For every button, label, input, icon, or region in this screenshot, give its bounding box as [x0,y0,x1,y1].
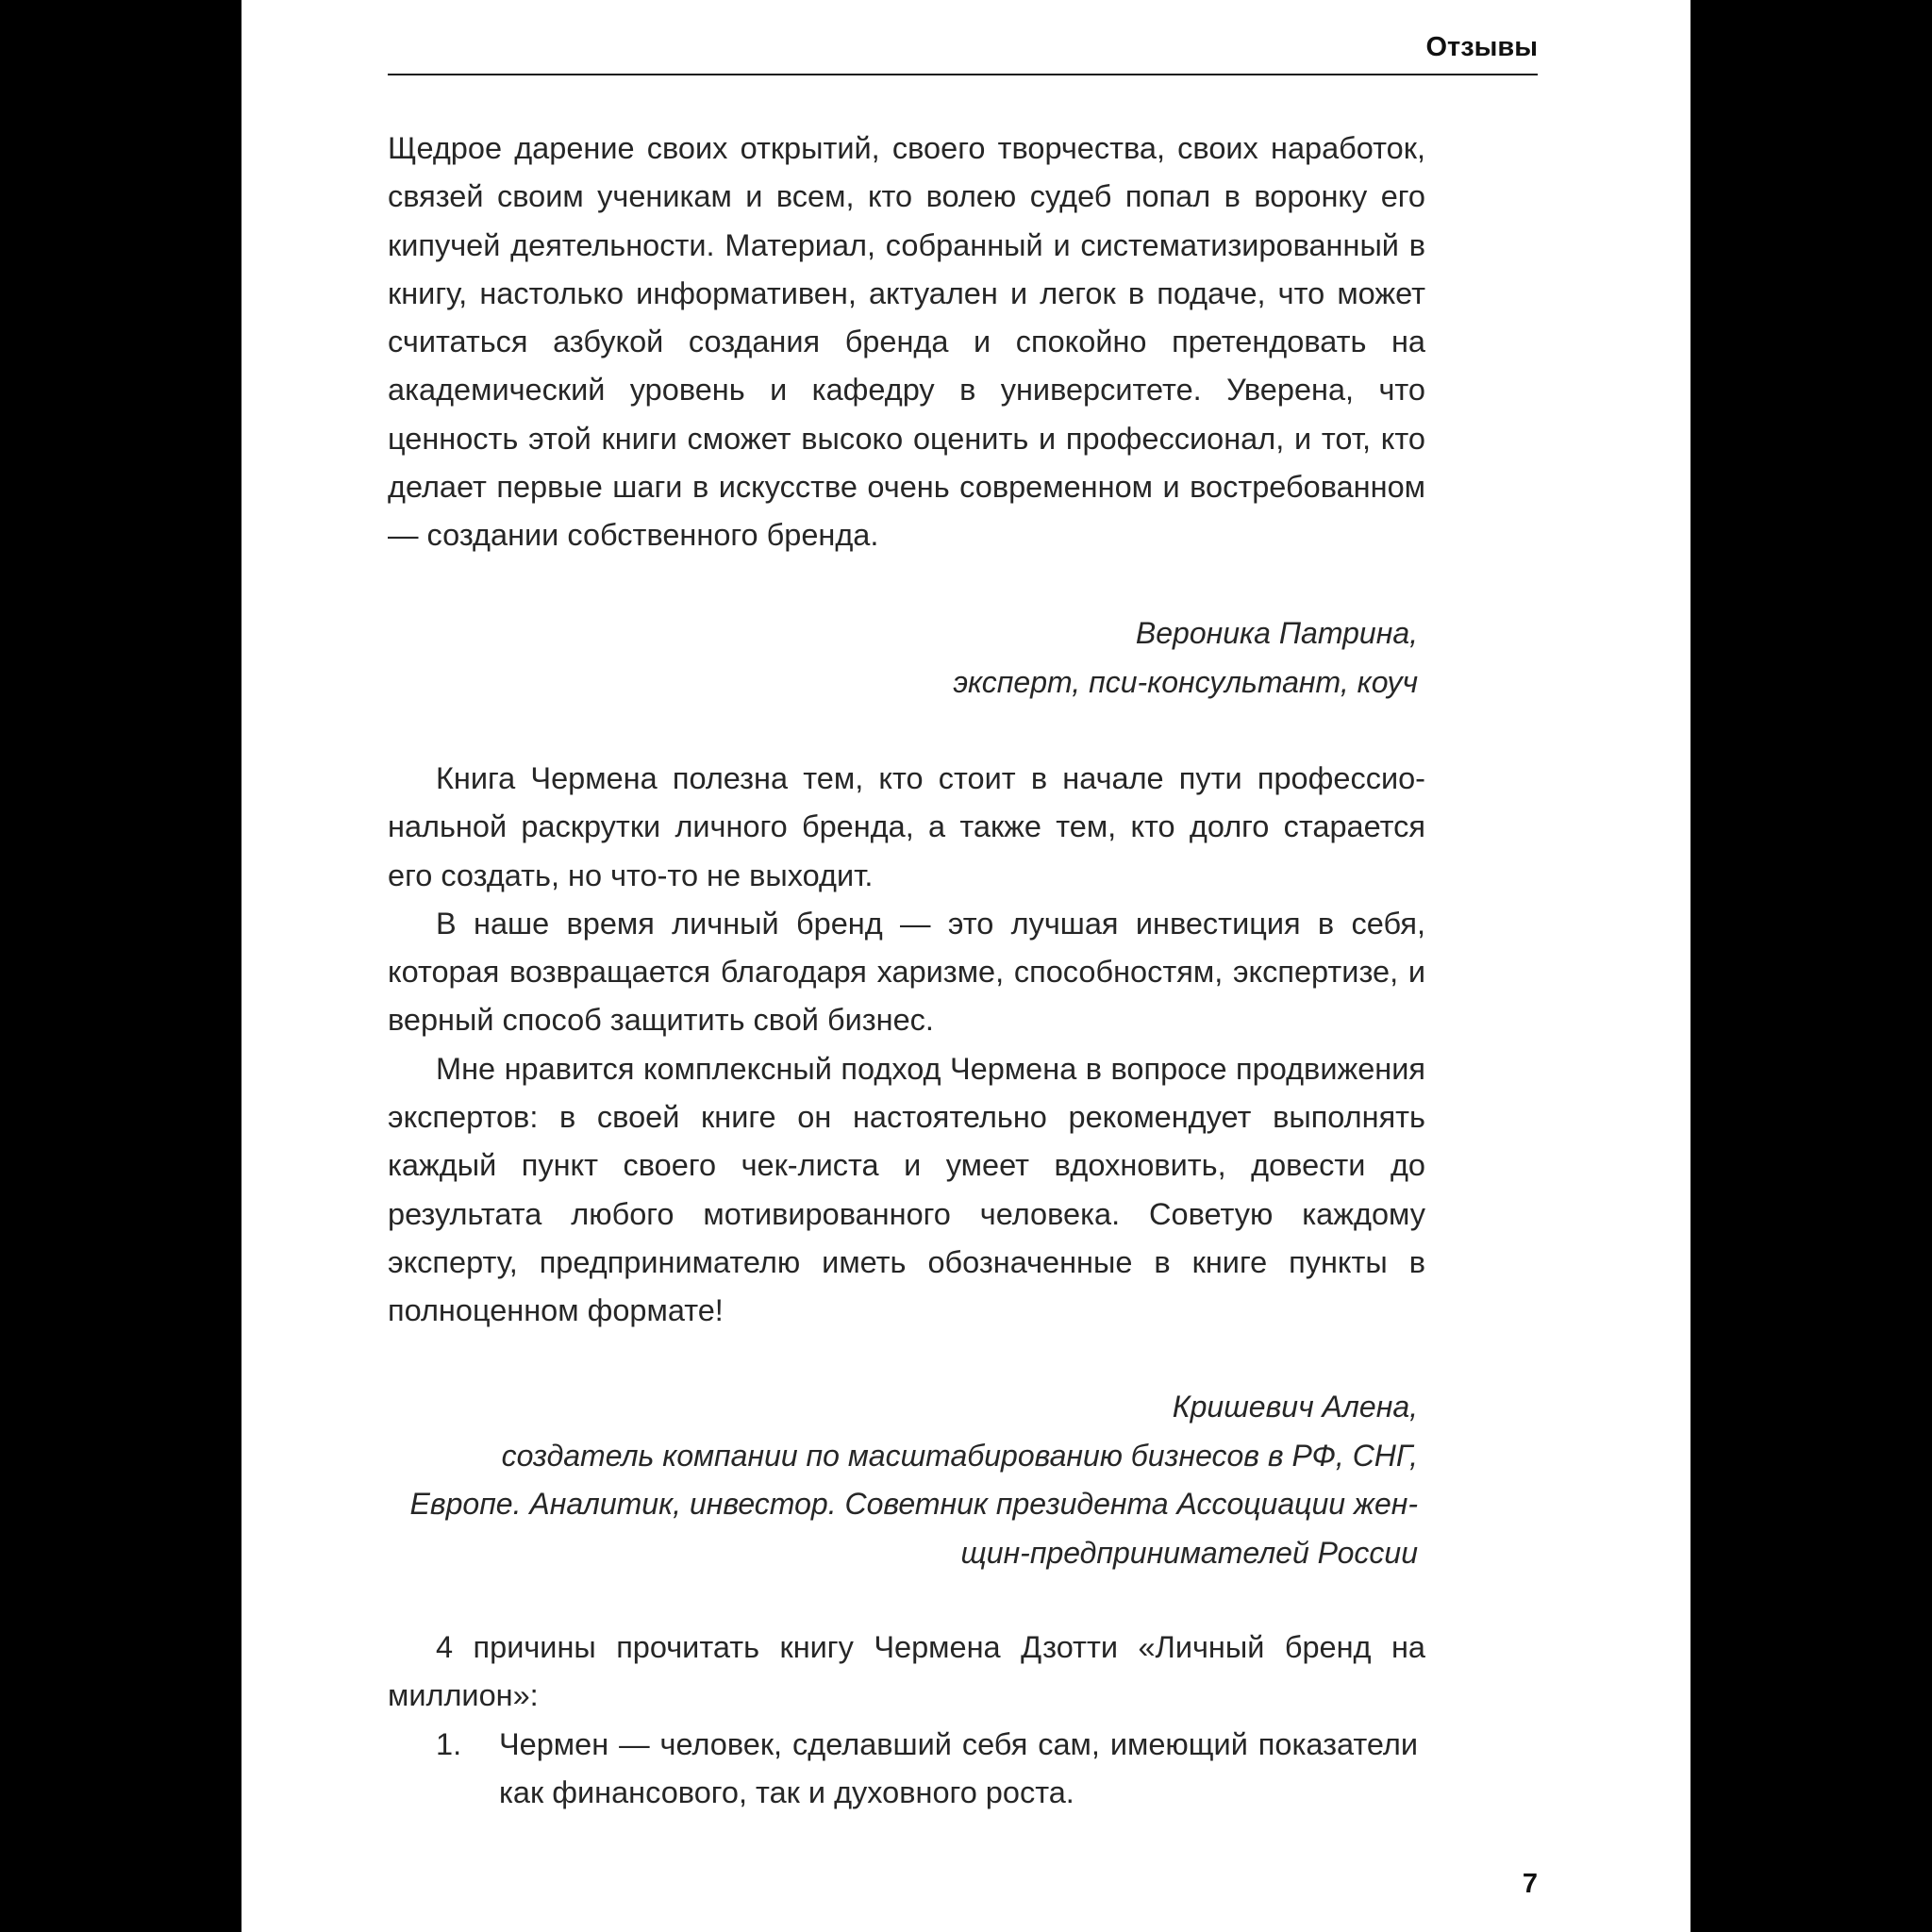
review-krishevich-paragraph-2: В наше время личный бренд — это лучшая инвестиция в себя, которая возвращается благодаря харизме, способностям, экспертизе, и верный способ защитить свой бизнес. [388,906,1425,1038]
review-patrina-text-block [388,125,1425,560]
review-krishevich-role-line-3: щин-предпринимателей России [960,1535,1418,1570]
list-item-text: Чермен — человек, сделавший себя сам, имеющий показатели как финансового, так и духовного роста. [499,1727,1418,1810]
review-krishevich-role-line-1: создатель компании по масштабированию бизнесов в РФ, СНГ, [501,1438,1418,1473]
review-krishevich-signature [388,1383,1418,1577]
review-krishevich-paragraph-3: Мне нравится комплексный подход Чермена в вопросе продвижения экспертов: в своей книге он настоятельно рекомендует выполнять каждый пункт своего чек-листа и умеет вдохновить, довести до результата любого мотивированного человека. Советую каждому эксперту, предпринимателю иметь обозначенные в книге пункты в полноценном формате! [388,1051,1425,1328]
review-krishevich-paragraph-1: Книга Чермена полезна тем, кто стоит в начале пути профессиональной раскрутки личного бренда, а также тем, кто долго старается его создать, но что-то не выходит. [388,761,1425,892]
review-reasons-intro-block [388,1624,1425,1721]
review-krishevich-text-block [388,755,1425,1336]
running-head [388,0,1538,75]
page-number: 7 [1522,1869,1538,1899]
review-reasons-intro: 4 причины прочитать книгу Чермена Дзотти «Личный бренд на миллион»: [388,1630,1425,1713]
review-patrina-role: эксперт, пси-консультант, коуч [953,664,1418,699]
review-krishevich-role-line-2: Европе. Аналитик, инвестор. Советник президента Ассоциации жен- [409,1487,1418,1521]
list-item-number: 1. [436,1727,462,1761]
review-patrina-signature [388,609,1418,707]
review-patrina-paragraph: Щедрое дарение своих открытий, своего творчества, своих наработок, связей своим ученикам и всем, кто волею судеб попал в воронку его кипучей деятельности. Материал, собранный и систематизированный в книгу, настолько информативен, актуален и легок в подаче, что может считаться азбукой создания бренда и спокойно претендовать на академический уровень и кафедру в университете. Уверена, что ценность этой книги сможет высоко оценить и профессионал, и тот, кто делает первые шаги в искусстве очень современном и востребованном — создании собственного бренда. [388,131,1425,553]
section-title: Отзывы [1425,32,1538,62]
reasons-list-item [388,1721,1418,1818]
review-patrina-author: Вероника Патрина, [1135,616,1418,650]
review-krishevich-author: Кришевич Алена, [1172,1390,1418,1424]
book-page [242,0,1690,1932]
